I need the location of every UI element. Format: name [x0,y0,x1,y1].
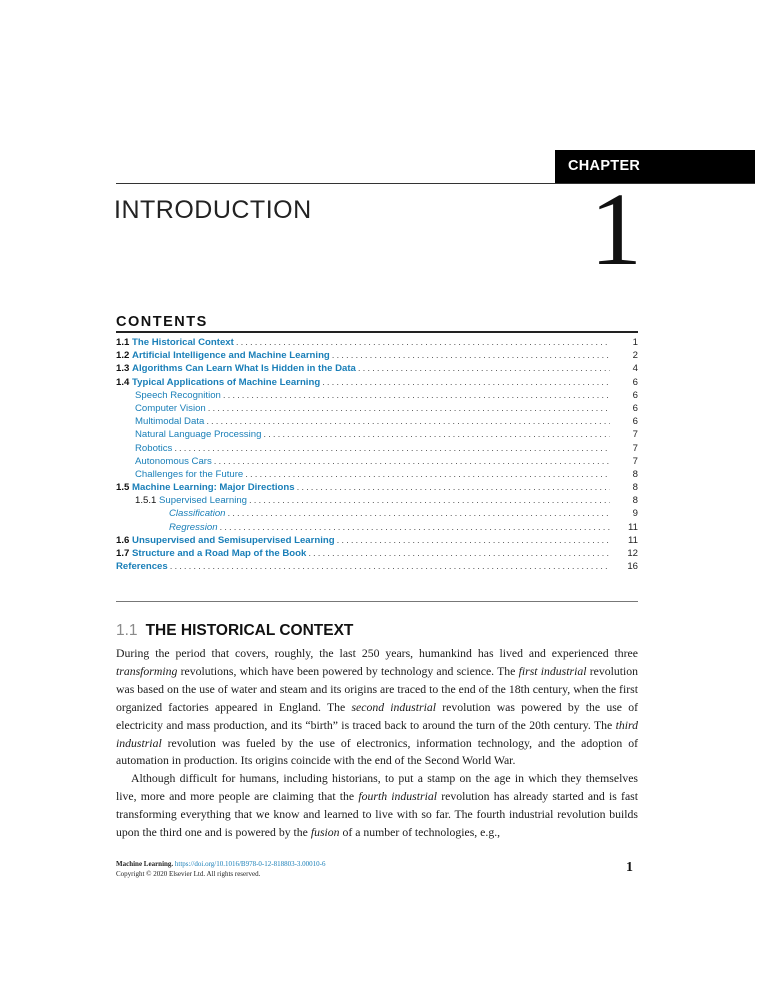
toc-entry-page: 4 [632,363,638,375]
toc-entry-title[interactable]: Multimodal Data [135,416,205,428]
toc-entry-page: 6 [632,416,638,428]
toc-entry-title[interactable]: Speech Recognition [135,389,221,401]
toc-leader-dots [228,508,610,519]
toc-entry[interactable] [116,416,638,429]
toc-entry-title[interactable]: Supervised Learning [159,495,248,507]
toc-entry-page: 8 [632,495,638,507]
toc-entry[interactable] [116,522,638,535]
toc-leader-dots [236,337,610,348]
toc-entry-title[interactable]: Typical Applications of Machine Learning [132,376,321,388]
toc-entry-number: 1.4 [116,376,130,388]
toc-entry-page: 6 [632,376,638,388]
doi-link[interactable]: https://doi.org/10.1016/B978-0-12-818803-3.00010-6 [174,860,326,868]
text-run: During the period that covers, roughly, the last 250 years, humankind has lived and experienced three [116,647,638,660]
text-run: revolution has already started and is fast transforming everything that we know and learned to live with so far. The fourth industrial revolution builds upon the third one and is powered by the [116,790,639,840]
toc-entry[interactable] [116,548,638,561]
toc-entry[interactable] [116,508,638,521]
toc-entry-page: 2 [632,350,638,362]
toc-entry-page: 11 [628,534,638,546]
toc-leader-dots [249,495,610,506]
chapter-title: INTRODUCTION [114,196,312,224]
emphasis: first industrial [518,664,587,678]
toc-leader-dots [245,469,610,480]
toc-entry-number: 1.5.1 [135,495,157,507]
toc-entry-number: 1.5 [116,482,130,494]
copyright: Copyright © 2020 Elsevier Ltd. All rights reserved. [116,869,261,878]
toc-entry[interactable] [116,482,638,495]
chapter-rule [116,183,755,184]
toc-entry-page: 6 [632,402,638,414]
section-heading [116,622,353,640]
text-run: revolution was powered by the use of electricity and mass production, and its “birth” is traced back to around the turn of the 20th century. The [116,700,638,732]
toc-entry-title[interactable]: Structure and a Road Map of the Book [132,548,307,559]
toc-entry-page: 16 [627,561,638,573]
toc-entry-title[interactable]: The Historical Context [132,337,234,348]
toc-entry[interactable] [116,337,638,350]
toc-entry-title[interactable]: References [116,561,168,573]
toc-entry-page: 6 [632,389,638,401]
toc-entry-page: 8 [632,468,638,480]
toc-entry[interactable] [116,363,638,376]
toc-entry[interactable] [116,377,638,390]
toc-entry-number: 1.7 [116,548,130,559]
toc-entry-page: 9 [632,508,638,520]
toc-entry-title[interactable]: Challenges for the Future [135,468,244,480]
toc-entry-title[interactable]: Classification [169,508,226,520]
toc-entry-number: 1.1 [116,337,130,348]
toc-entry[interactable] [116,495,638,508]
text-run: revolutions, which have been powered by technology and science. The [177,664,519,678]
toc-leader-dots [214,456,610,467]
toc-entry-page: 7 [632,442,638,454]
paragraph [116,770,638,842]
toc-leader-dots [358,363,610,374]
toc-leader-dots [208,403,610,414]
table-of-contents [116,337,638,574]
toc-entry[interactable] [116,403,638,416]
toc-entry-title[interactable]: Artificial Intelligence and Machine Learning [132,350,330,362]
section-title: THE HISTORICAL CONTEXT [145,622,354,639]
chapter-number: 1 [590,172,642,287]
body-text [116,645,638,842]
emphasis: second industrial [351,700,436,714]
emphasis: transforming [116,664,178,678]
toc-leader-dots [174,443,610,454]
toc-entry[interactable] [116,390,638,403]
toc-entry-title[interactable]: Regression [169,521,218,533]
toc-entry-page: 8 [632,482,638,494]
toc-entry[interactable] [116,350,638,363]
toc-entry-number: 1.2 [116,350,130,362]
toc-entry-title[interactable]: Unsupervised and Semisupervised Learning [132,534,335,546]
section-rule [116,601,638,602]
toc-entry-page: 11 [628,521,638,533]
footer-book-title: Machine Learning. [116,860,174,868]
contents-rule [116,331,638,333]
toc-leader-dots [297,482,610,493]
toc-leader-dots [206,416,610,427]
toc-entry[interactable] [116,456,638,469]
toc-leader-dots [223,390,610,401]
toc-entry-title[interactable]: Computer Vision [135,402,206,414]
toc-leader-dots [322,377,610,388]
text-run: revolution was fueled by the use of electronics, information technology, and the adoption of automation in production. Its origins coincide with the end of the Second World War. [116,736,638,768]
toc-entry-number: 1.6 [116,534,130,546]
toc-leader-dots [220,522,610,533]
text-run: Although difficult for humans, including historians, to put a stamp on the age in which they themselves live, more and more people are claiming that the [116,772,638,804]
toc-entry-page: 7 [632,429,638,441]
toc-leader-dots [263,429,610,440]
chapter-tab: CHAPTER [555,150,755,183]
emphasis: third industrial [116,718,638,750]
toc-entry[interactable] [116,469,638,482]
toc-entry-title[interactable]: Autonomous Cars [135,455,212,467]
contents-heading: CONTENTS [116,314,208,330]
toc-leader-dots [337,535,610,546]
toc-entry[interactable] [116,535,638,548]
emphasis: fusion [310,826,340,840]
toc-entry[interactable] [116,443,638,456]
toc-entry-title[interactable]: Robotics [135,442,173,454]
toc-entry-page: 1 [632,337,638,348]
toc-entry-title[interactable]: Machine Learning: Major Directions [132,482,295,494]
emphasis: fourth industrial [358,790,437,804]
toc-leader-dots [308,548,610,559]
toc-entry-page: 7 [632,455,638,467]
toc-leader-dots [332,350,610,361]
toc-entry-number: 1.3 [116,363,130,375]
toc-entry-title[interactable]: Natural Language Processing [135,429,262,441]
toc-entry[interactable] [116,429,638,442]
section-number: 1.1 [116,622,138,639]
paragraph [116,645,638,770]
footer [116,860,638,879]
toc-leader-dots [170,561,610,572]
toc-entry[interactable] [116,561,638,574]
page-number: 1 [626,860,633,875]
text-run: revolution was based on the use of water and steam and its origins are traced to the end of the 18th century, when the first organized factories appeared in England. The [116,664,638,714]
toc-entry-title[interactable]: Algorithms Can Learn What Is Hidden in the Data [132,363,356,375]
toc-entry-page: 12 [627,548,638,559]
text-run: of a number of technologies, e.g., [339,826,501,840]
